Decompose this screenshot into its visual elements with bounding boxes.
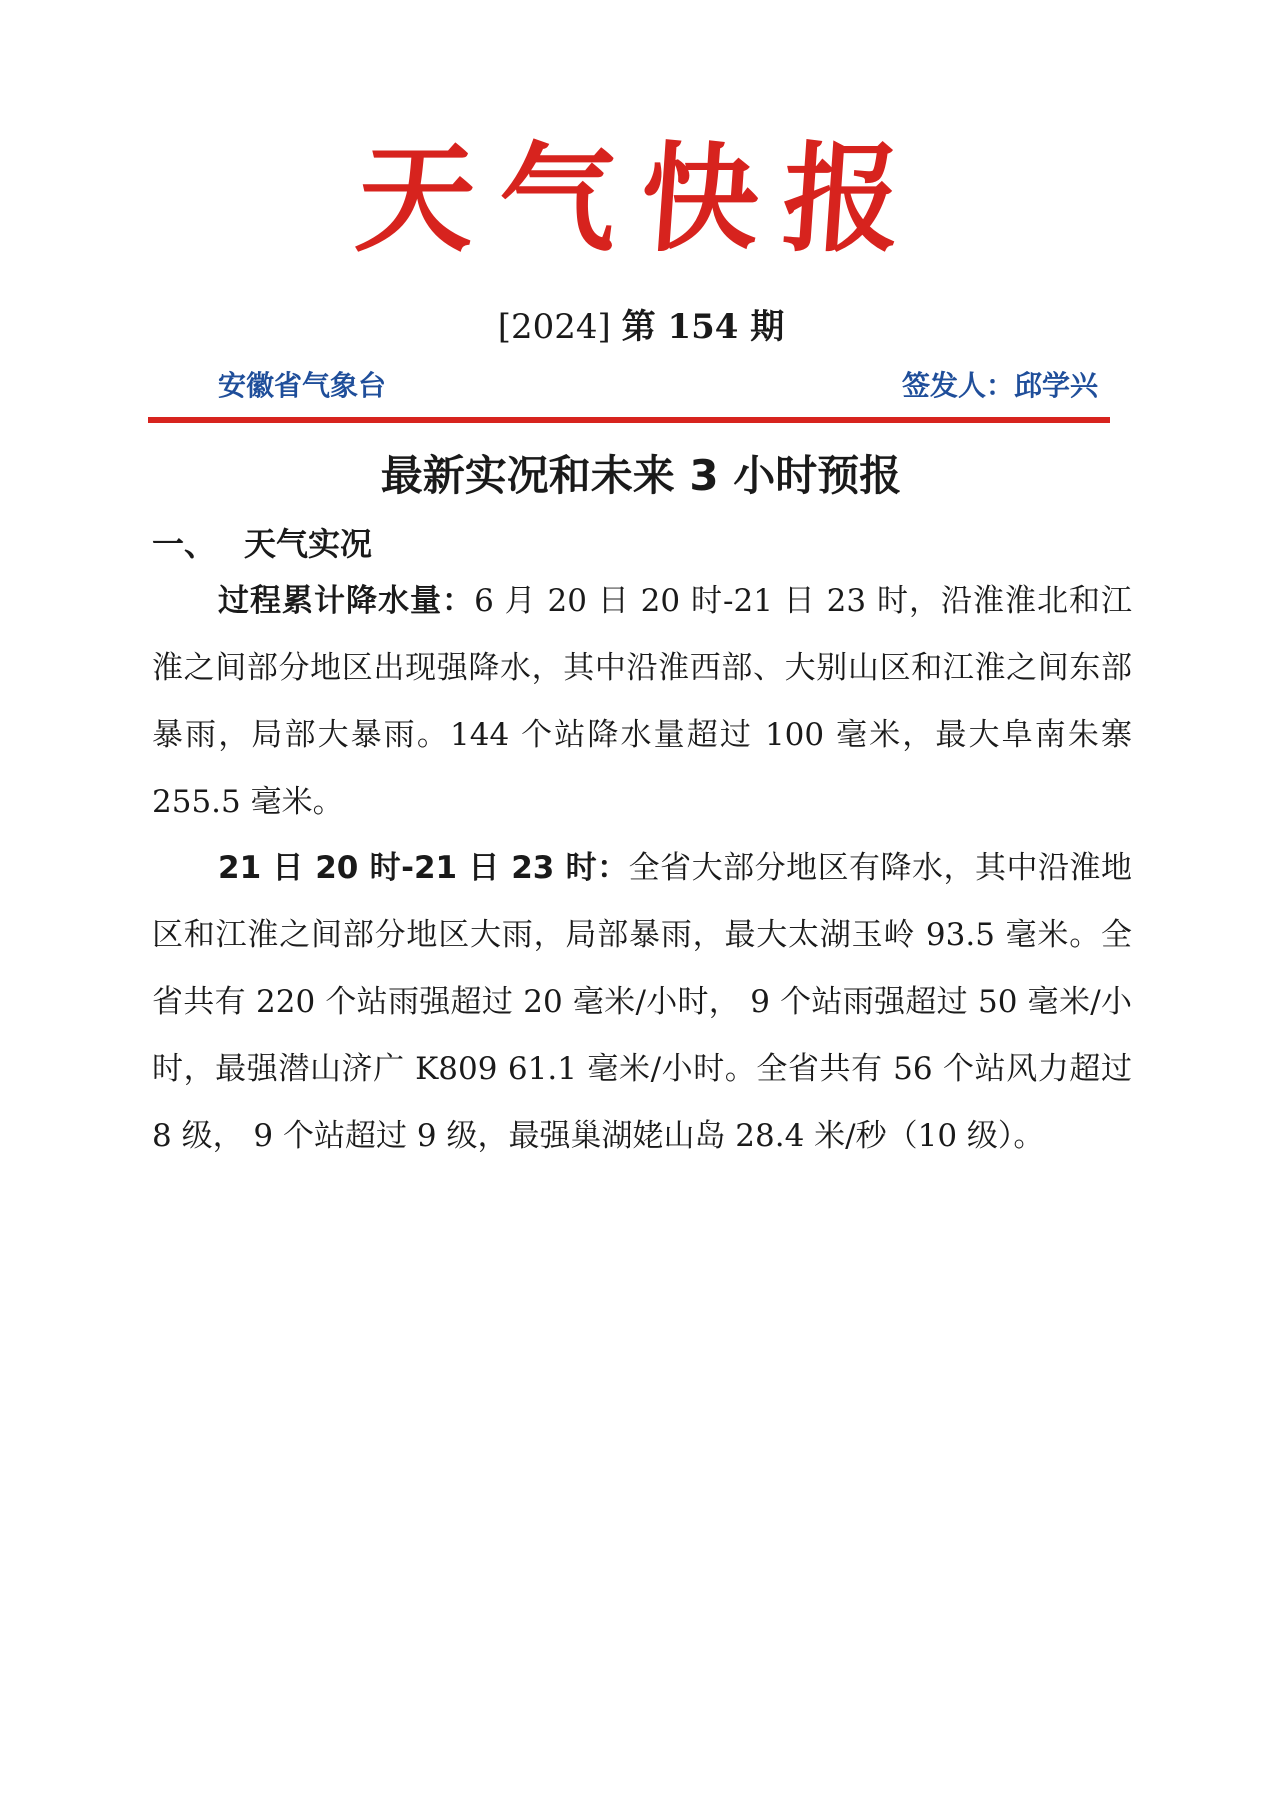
section-number: 一、	[152, 525, 217, 563]
section-heading	[152, 520, 372, 568]
issuer-row	[218, 366, 1098, 406]
header-divider	[148, 417, 1110, 423]
signatory: 签发人：邱学兴	[901, 369, 1098, 402]
paragraph-text: 全省大部分地区有降水，其中沿淮地区和江淮之间部分地区大雨，局部暴雨，最大太湖玉岭 93.5 毫米。全省共有 220 个站雨强超过 20 毫米/小时， 9 个站雨强超过 50 毫米/小时，最强潜山济广 K809 61.1 毫米/小时。全省共有 56 个站风力超过 8 级， 9 个站超过 9 级，最强巢湖姥山岛 28.4 米/秒（10 级）。	[152, 850, 1132, 1154]
masthead-title: 天气快报	[352, 129, 930, 268]
paragraph-lead: 过程累计降水量：	[218, 583, 475, 619]
issue-year: [2024]	[497, 307, 611, 347]
paragraph-text: 6 月 20 日 20 时-21 日 23 时，沿淮淮北和江淮之间部分地区出现强降水，其中沿淮西部、大别山区和江淮之间东部暴雨，局部大暴雨。144 个站降水量超过 100 毫米，最大阜南朱寨 255.5 毫米。	[152, 583, 1132, 820]
issuing-agency: 安徽省气象台	[218, 369, 387, 402]
paragraph-lead: 21 日 20 时-21 日 23 时：	[218, 850, 629, 886]
issue-period: 第 154 期	[621, 307, 785, 347]
document-title: 最新实况和未来 3 小时预报	[380, 451, 902, 500]
paragraph-cumulative-rainfall	[152, 568, 1132, 836]
section-title: 天气实况	[244, 525, 373, 563]
issue-number	[0, 307, 1282, 347]
paragraph-recent-observations	[152, 835, 1132, 1170]
